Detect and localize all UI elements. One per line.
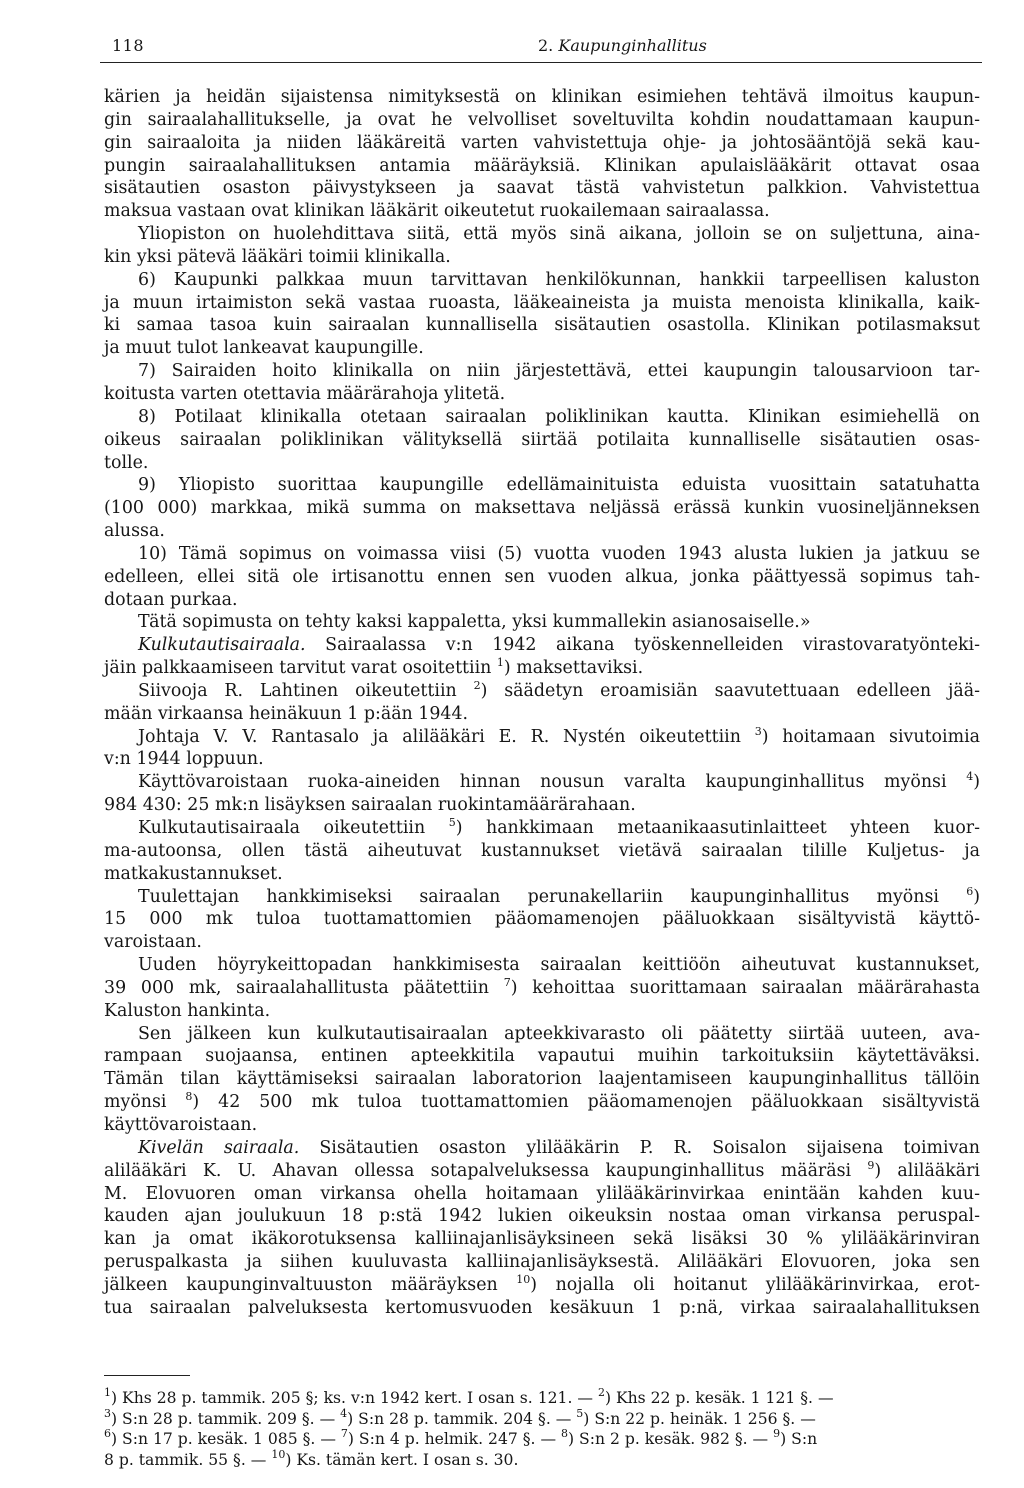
text-line xyxy=(104,292,980,315)
text-line xyxy=(104,1228,980,1251)
text-line xyxy=(104,86,980,109)
text-line xyxy=(104,566,980,589)
text-line xyxy=(104,132,980,155)
footnote-marker: 1 xyxy=(496,656,504,670)
footnote-marker: 6 xyxy=(966,884,974,898)
footnote-text: ) S:n 28 p. tammik. 209 §. — xyxy=(111,1409,341,1428)
text-line xyxy=(104,406,980,429)
line-text: 6) Kaupunki palkkaa muun tarvittavan henkilökunnan, hankkii tarpeellisen kaluston xyxy=(138,269,980,290)
header-rule xyxy=(100,62,982,63)
line-text: 15 000 mk tuloa tuottamattomien pääomamenojen pääluokkaan sisältyvistä käyttö- xyxy=(104,909,980,930)
line-text: (100 000) markkaa, mikä summa on maksettava neljässä erässä kunkin vuosineljänneksen xyxy=(104,498,980,519)
footnote-line xyxy=(104,1447,980,1471)
page-number: 118 xyxy=(112,36,145,55)
line-text: kan ja omat ikäkorotuksensa kalliinajanlisäyksineen sekä lisäksi 30 % ylilääkärinviran xyxy=(104,1229,980,1250)
footnote-number: 8 xyxy=(561,1427,569,1440)
line-text: jäin palkkaamiseen tarvitut varat osoitettiin xyxy=(104,658,497,679)
line-text: alussa. xyxy=(104,521,165,542)
text-line xyxy=(104,1023,980,1046)
line-text: ki samaa tasoa kuin sairaalan kunnallisella sisätautien osastolla. Klinikan potilasmaksut xyxy=(104,315,980,336)
line-text-after-marker: ) säädetyn eroamisiän saavutettuaan edelleen jää- xyxy=(480,680,980,701)
line-text: Uuden höyrykeittopadan hankkimisesta sairaalan keittiöön aiheutuvat kustannukset, xyxy=(138,955,980,976)
footnotes xyxy=(104,1388,980,1470)
text-line xyxy=(104,314,980,337)
line-text: Siivooja R. Lahtinen oikeutettiin xyxy=(138,680,474,701)
line-text: Sen jälkeen kun kulkutautisairaalan apteekkivarasto oli päätetty siirtää uuteen, ava- xyxy=(138,1023,980,1044)
text-line xyxy=(104,1297,980,1320)
text-line xyxy=(104,337,980,360)
footnote-number: 5 xyxy=(576,1406,584,1420)
text-line xyxy=(104,1000,980,1023)
text-line xyxy=(104,1045,980,1068)
footnote-marker: 4 xyxy=(966,770,974,784)
line-text: M. Elovuoren oman virkansa ohella hoitamaan ylilääkärinvirkaa enintään kahden kuu- xyxy=(104,1183,980,1204)
line-text: 7) Sairaiden hoito klinikalla on niin järjestettävä, ettei kaupungin talousarvioon tar- xyxy=(138,361,980,382)
line-text: Yliopiston on huolehdittava siitä, että myös sinä aikana, jolloin se on suljettuna, aina- xyxy=(138,224,980,245)
footnote-number: 4 xyxy=(340,1406,348,1420)
text-line xyxy=(104,1160,980,1183)
text-line xyxy=(104,1251,980,1274)
text-line xyxy=(104,748,980,771)
text-line xyxy=(104,863,980,886)
text-line xyxy=(104,1137,980,1160)
footnote-marker: 5 xyxy=(448,816,456,829)
line-text: peruspalkasta ja siihen kuuluvasta kalliinajanlisäyksestä. Alilääkäri Elovuoren, joka sen xyxy=(104,1252,980,1273)
line-text-after-marker: ) hoitamaan sivutoimia xyxy=(761,726,981,747)
line-text: rampaan suojaansa, entinen apteekkitila vapautui muihin tarkoituksiin käytettäväksi. xyxy=(104,1046,980,1067)
line-text: kin yksi pätevä lääkäri toimii klinikalla. xyxy=(104,246,451,267)
text-line xyxy=(104,886,980,909)
footnote-text: ) S:n xyxy=(780,1430,818,1448)
line-text: dotaan purkaa. xyxy=(104,589,238,610)
footnote-marker: 2 xyxy=(473,678,481,692)
section-heading: Kivelän sairaala. xyxy=(138,1137,300,1158)
line-text: Käyttövaroistaan ruoka-aineiden hinnan nousun varalta kaupunginhallitus myönsi xyxy=(138,772,967,793)
line-text: alilääkäri K. U. Ahavan ollessa sotapalveluksessa kaupunginhallitus määräsi xyxy=(104,1160,868,1181)
footnote-line xyxy=(104,1406,980,1430)
footnote-line xyxy=(104,1388,980,1409)
text-line xyxy=(104,931,980,954)
footnote-rule xyxy=(104,1375,190,1376)
line-text: 984 430: 25 mk:n lisäyksen sairaalan ruokintamäärärahaan. xyxy=(104,795,636,816)
line-text: 8) Potilaat klinikalla otetaan sairaalan poliklinikan kautta. Klinikan esimiehellä on xyxy=(138,406,980,427)
text-line xyxy=(104,223,980,246)
line-text: gin sairaaloita ja niiden lääkäreitä varten vahvistettuja ohje- ja johtosääntöjä sekä kau- xyxy=(104,132,980,153)
text-line xyxy=(104,1183,980,1206)
line-text: Johtaja V. V. Rantasalo ja alilääkäri E. R. Nystén oikeutettiin xyxy=(138,726,755,747)
text-line xyxy=(104,520,980,543)
text-line xyxy=(104,977,980,1000)
text-line xyxy=(104,497,980,520)
text-line xyxy=(104,1274,980,1297)
text-line xyxy=(104,954,980,977)
footnote-marker: 10 xyxy=(516,1272,531,1286)
line-text-after-marker: ) nojalla oli hoitanut ylilääkärinvirkaa, erot- xyxy=(530,1274,980,1295)
footnote-line xyxy=(104,1429,980,1450)
line-text: 10) Tämä sopimus on voimassa viisi (5) vuotta vuoden 1943 alusta lukien ja jatkuu se xyxy=(138,543,980,564)
text-line xyxy=(104,269,980,292)
text-line xyxy=(104,1114,980,1137)
text-line xyxy=(104,611,980,634)
text-line xyxy=(104,589,980,612)
line-text: käyttövaroistaan. xyxy=(104,1114,258,1135)
text-line xyxy=(104,1091,980,1114)
line-text: ja muut tulot lankeavat kaupungille. xyxy=(104,338,424,359)
line-text: Sairaalassa v:n 1942 aikana työskennelleiden virastovaratyönteki- xyxy=(305,635,980,656)
chapter-number: 2. xyxy=(538,36,554,55)
footnote-marker: 7 xyxy=(503,975,511,989)
line-text: gin sairaalahallitukselle, ja ovat he velvolliset soveltuvilta kohdin noudattamaan kaupun- xyxy=(104,109,980,130)
text-line xyxy=(104,817,980,840)
line-text: mään virkaansa heinäkuun 1 p:ään 1944. xyxy=(104,703,469,724)
line-text: myönsi xyxy=(104,1092,186,1113)
line-text: 39 000 mk, sairaalahallitusta päätettiin xyxy=(104,977,504,998)
text-line xyxy=(104,200,980,223)
line-text: Tämän tilan käyttämiseksi sairaalan laboratorion laajentamiseen kaupunginhallitus tällöin xyxy=(104,1069,980,1090)
section-heading: Kulkutautisairaala. xyxy=(138,635,306,656)
footnote-text: ) S:n 4 p. helmik. 247 §. — xyxy=(347,1430,562,1448)
footnote-text: ) Ks. tämän kert. I osan s. 30. xyxy=(285,1450,519,1469)
footnote-marker: 9 xyxy=(867,1158,875,1172)
line-text: kärien ja heidän sijaistensa nimityksestä on klinikan esimiehen tehtävä ilmoitus kaupun- xyxy=(104,87,980,107)
line-text-after-marker: ) alilääkäri xyxy=(874,1160,980,1181)
footnote-text: ) Khs 22 p. kesäk. 1 121 §. — xyxy=(604,1389,834,1407)
text-line xyxy=(104,1205,980,1228)
footnote-marker: 8 xyxy=(185,1090,193,1104)
running-header xyxy=(100,36,982,62)
text-line xyxy=(104,474,980,497)
line-text-after-marker: ) kehoittaa suorittamaan sairaalan määrärahasta xyxy=(510,977,980,998)
text-line xyxy=(104,1068,980,1091)
line-text: oikeus sairaalan poliklinikan välityksellä siirtää potilaita kunnalliselle sisätautien osas- xyxy=(104,429,980,450)
footnote-number: 3 xyxy=(104,1406,111,1420)
text-line xyxy=(104,246,980,269)
text-line xyxy=(104,543,980,566)
footnote-number: 1 xyxy=(104,1386,111,1399)
line-text: varoistaan. xyxy=(104,932,202,953)
line-text: v:n 1944 loppuun. xyxy=(104,749,264,770)
footnote-text: ) S:n 2 p. kesäk. 982 §. — xyxy=(568,1430,774,1448)
text-line xyxy=(104,360,980,383)
line-text: Sisätautien osaston ylilääkärin P. R. Soisalon sijaisena toimivan xyxy=(299,1137,980,1158)
text-line xyxy=(104,794,980,817)
running-title xyxy=(538,36,707,55)
footnote-number: 7 xyxy=(340,1427,348,1440)
body-text xyxy=(104,86,980,1320)
line-text: kauden ajan joulukuun 18 p:stä 1942 lukien oikeuksin nostaa oman virkansa peruspal- xyxy=(104,1206,980,1227)
line-text: Tuulettajan hankkimiseksi sairaalan perunakellariin kaupunginhallitus myönsi xyxy=(138,886,967,907)
text-line xyxy=(104,383,980,406)
footnote-text: 8 p. tammik. 55 §. — xyxy=(104,1450,272,1469)
text-line xyxy=(104,680,980,703)
line-text: edelleen, ellei sitä ole irtisanottu ennen sen vuoden alkua, jonka päättyessä sopimus tah- xyxy=(104,566,980,587)
line-text: pungin sairaalahallituksen antamia määräyksiä. Klinikan apulaislääkärit ottavat osaa xyxy=(104,155,980,176)
text-line xyxy=(104,657,980,680)
line-text: matkakustannukset. xyxy=(104,863,283,884)
footnote-number: 9 xyxy=(773,1427,781,1440)
line-text: sisätautien osaston päivystykseen ja saavat tästä vahvistetun palkkion. Vahvistettua xyxy=(104,178,980,199)
footnote-number: 6 xyxy=(104,1427,111,1440)
line-text: ma-autoonsa, ollen tästä aiheutuvat kustannukset vietävä sairaalan tilille Kuljetus- ja xyxy=(104,840,980,861)
line-text: jälkeen kaupunginvaltuuston määräyksen xyxy=(104,1274,517,1295)
line-text: ja muun irtaimiston sekä vastaa ruoasta, lääkeaineista ja muista menoista klinikalla, kaik- xyxy=(104,292,980,313)
footnote-text: ) S:n 22 p. heinäk. 1 256 §. — xyxy=(583,1409,816,1428)
text-line xyxy=(104,429,980,452)
line-text: Kulkutautisairaala oikeutettiin xyxy=(138,818,449,838)
line-text: maksua vastaan ovat klinikan lääkärit oikeutetut ruokailemaan sairaalassa. xyxy=(104,201,770,222)
chapter-title: Kaupunginhallitus xyxy=(558,36,707,55)
text-line xyxy=(104,840,980,863)
footnote-text: ) S:n 28 p. tammik. 204 §. — xyxy=(347,1409,577,1428)
text-line xyxy=(104,703,980,726)
line-text-after-marker: ) 42 500 mk tuloa tuottamattomien pääomamenojen pääluokkaan sisältyvistä xyxy=(192,1092,980,1113)
line-text-after-marker: ) maksettaviksi. xyxy=(503,658,644,679)
line-text: Kaluston hankinta. xyxy=(104,1000,271,1021)
footnote-text: ) S:n 17 p. kesäk. 1 085 §. — xyxy=(111,1430,341,1448)
line-text: 9) Yliopisto suorittaa kaupungille edellämainituista eduista vuosittain satatuhatta xyxy=(138,475,980,496)
text-line xyxy=(104,177,980,200)
line-text: tua sairaalan palveluksesta kertomusvuoden kesäkuun 1 p:nä, virkaa sairaalahallituksen xyxy=(104,1297,980,1318)
footnote-number: 2 xyxy=(597,1386,605,1399)
text-line xyxy=(104,155,980,178)
text-line xyxy=(104,634,980,657)
line-text-after-marker: ) xyxy=(973,772,980,793)
line-text: tolle. xyxy=(104,452,149,473)
text-line xyxy=(104,452,980,475)
text-line xyxy=(104,908,980,931)
footnote-text: ) Khs 28 p. tammik. 205 §; ks. v:n 1942 kert. I osan s. 121. — xyxy=(111,1389,598,1407)
footnote-number: 10 xyxy=(271,1447,286,1461)
footnote-marker: 3 xyxy=(754,724,762,738)
line-text: Tätä sopimusta on tehty kaksi kappaletta, yksi kummallekin asianosaiselle.» xyxy=(138,612,811,633)
line-text: koitusta varten otettavia määrärahoja ylitetä. xyxy=(104,383,506,404)
line-text-after-marker: ) hankkimaan metaanikaasutinlaitteet yhteen kuor- xyxy=(455,818,980,838)
text-line xyxy=(104,109,980,132)
line-text-after-marker: ) xyxy=(973,886,980,907)
text-line xyxy=(104,771,980,794)
text-line xyxy=(104,726,980,749)
